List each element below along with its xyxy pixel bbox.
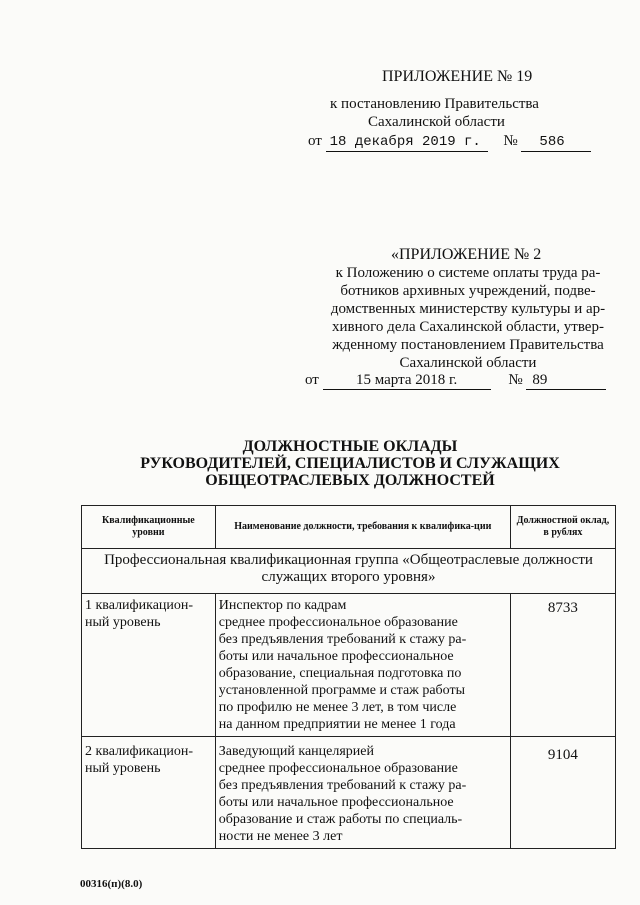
resolution-date: 18 декабря 2019 г.	[326, 134, 488, 152]
document-title	[60, 438, 640, 489]
number-prefix: №	[508, 372, 523, 388]
requirement-line: по профилю не менее 3 лет, в том числе	[218, 700, 457, 715]
regulation-line: хивного дела Сахалинской области, утвер-	[332, 319, 604, 335]
level-text: 1 квалификацион-	[85, 598, 194, 613]
position-cell	[215, 737, 510, 849]
appendix-title: ПРИЛОЖЕНИЕ № 19	[382, 68, 533, 85]
salary-cell: 9104	[510, 737, 615, 849]
header-levels: Квалификационные уровни	[82, 506, 216, 549]
date-prefix: от	[308, 133, 322, 149]
title-line: РУКОВОДИТЕЛЕЙ, СПЕЦИАЛИСТОВ И СЛУЖАЩИХ	[140, 455, 560, 472]
requirement-line: образование, специальная подготовка по	[218, 666, 462, 681]
level-text: 2 квалификацион-	[85, 744, 194, 759]
regulation-line: домственных министерству культуры и ар-	[330, 301, 606, 317]
salary-cell: 8733	[510, 594, 615, 737]
regulation-line: Сахалинской области	[399, 355, 537, 371]
requirement-line: на данном предприятии не менее 1 года	[218, 717, 456, 732]
level-cell	[82, 737, 216, 849]
requirement-line: без предъявления требований к стажу ра-	[218, 778, 467, 793]
regulation-appendix-title: «ПРИЛОЖЕНИЕ № 2	[391, 246, 542, 263]
position-title: Инспектор по кадрам	[218, 598, 347, 613]
footer-code: 00316(п)(8.0)	[80, 878, 143, 890]
header-salary: Должностной оклад, в рублях	[510, 506, 615, 549]
date-prefix: от	[305, 372, 319, 388]
regulation-date-row	[305, 372, 606, 390]
position-cell	[215, 594, 510, 737]
position-title: Заведующий канцелярией	[218, 744, 375, 759]
header-position: Наименование должности, требования к квалифика-ции	[215, 506, 510, 549]
requirement-line: образование и стаж работы по специаль-	[218, 812, 463, 827]
regulation-description	[318, 264, 618, 372]
title-line: ДОЛЖНОСТНЫЕ ОКЛАДЫ	[242, 438, 458, 455]
table-header-row	[82, 506, 616, 549]
table-row	[82, 737, 616, 849]
requirement-line: боты или начальное профессиональное	[218, 649, 454, 664]
resolution-reference: к постановлению Правительства	[330, 96, 539, 112]
regulation-number: 89	[526, 372, 606, 390]
region-name: Сахалинской области	[368, 114, 505, 130]
table-row	[82, 594, 616, 737]
resolution-date-row	[308, 133, 591, 152]
requirement-line: ности не менее 3 лет	[218, 829, 343, 844]
qualification-group: Профессиональная квалификационная группа «Общеотраслевые должности служащих второго уровня»	[82, 549, 616, 594]
requirement-line: установленной программе и стаж работы	[218, 683, 466, 698]
level-text: ный уровень	[85, 615, 161, 630]
number-prefix: №	[503, 133, 518, 149]
resolution-number: 586	[521, 134, 591, 152]
regulation-line: жденному постановлением Правительства	[332, 337, 604, 353]
salary-table	[81, 505, 616, 849]
group-row	[82, 549, 616, 594]
level-text: ный уровень	[85, 761, 161, 776]
requirement-line: среднее профессиональное образование	[218, 761, 458, 776]
regulation-date: 15 марта 2018 г.	[323, 372, 491, 390]
requirement-line: без предъявления требований к стажу ра-	[218, 632, 467, 647]
regulation-line: к Положению о системе оплаты труда ра-	[335, 265, 601, 281]
title-line: ОБЩЕОТРАСЛЕВЫХ ДОЛЖНОСТЕЙ	[205, 472, 495, 489]
regulation-line: ботников архивных учреждений, подве-	[340, 283, 596, 299]
requirement-line: боты или начальное профессиональное	[218, 795, 454, 810]
requirement-line: среднее профессиональное образование	[218, 615, 458, 630]
level-cell	[82, 594, 216, 737]
